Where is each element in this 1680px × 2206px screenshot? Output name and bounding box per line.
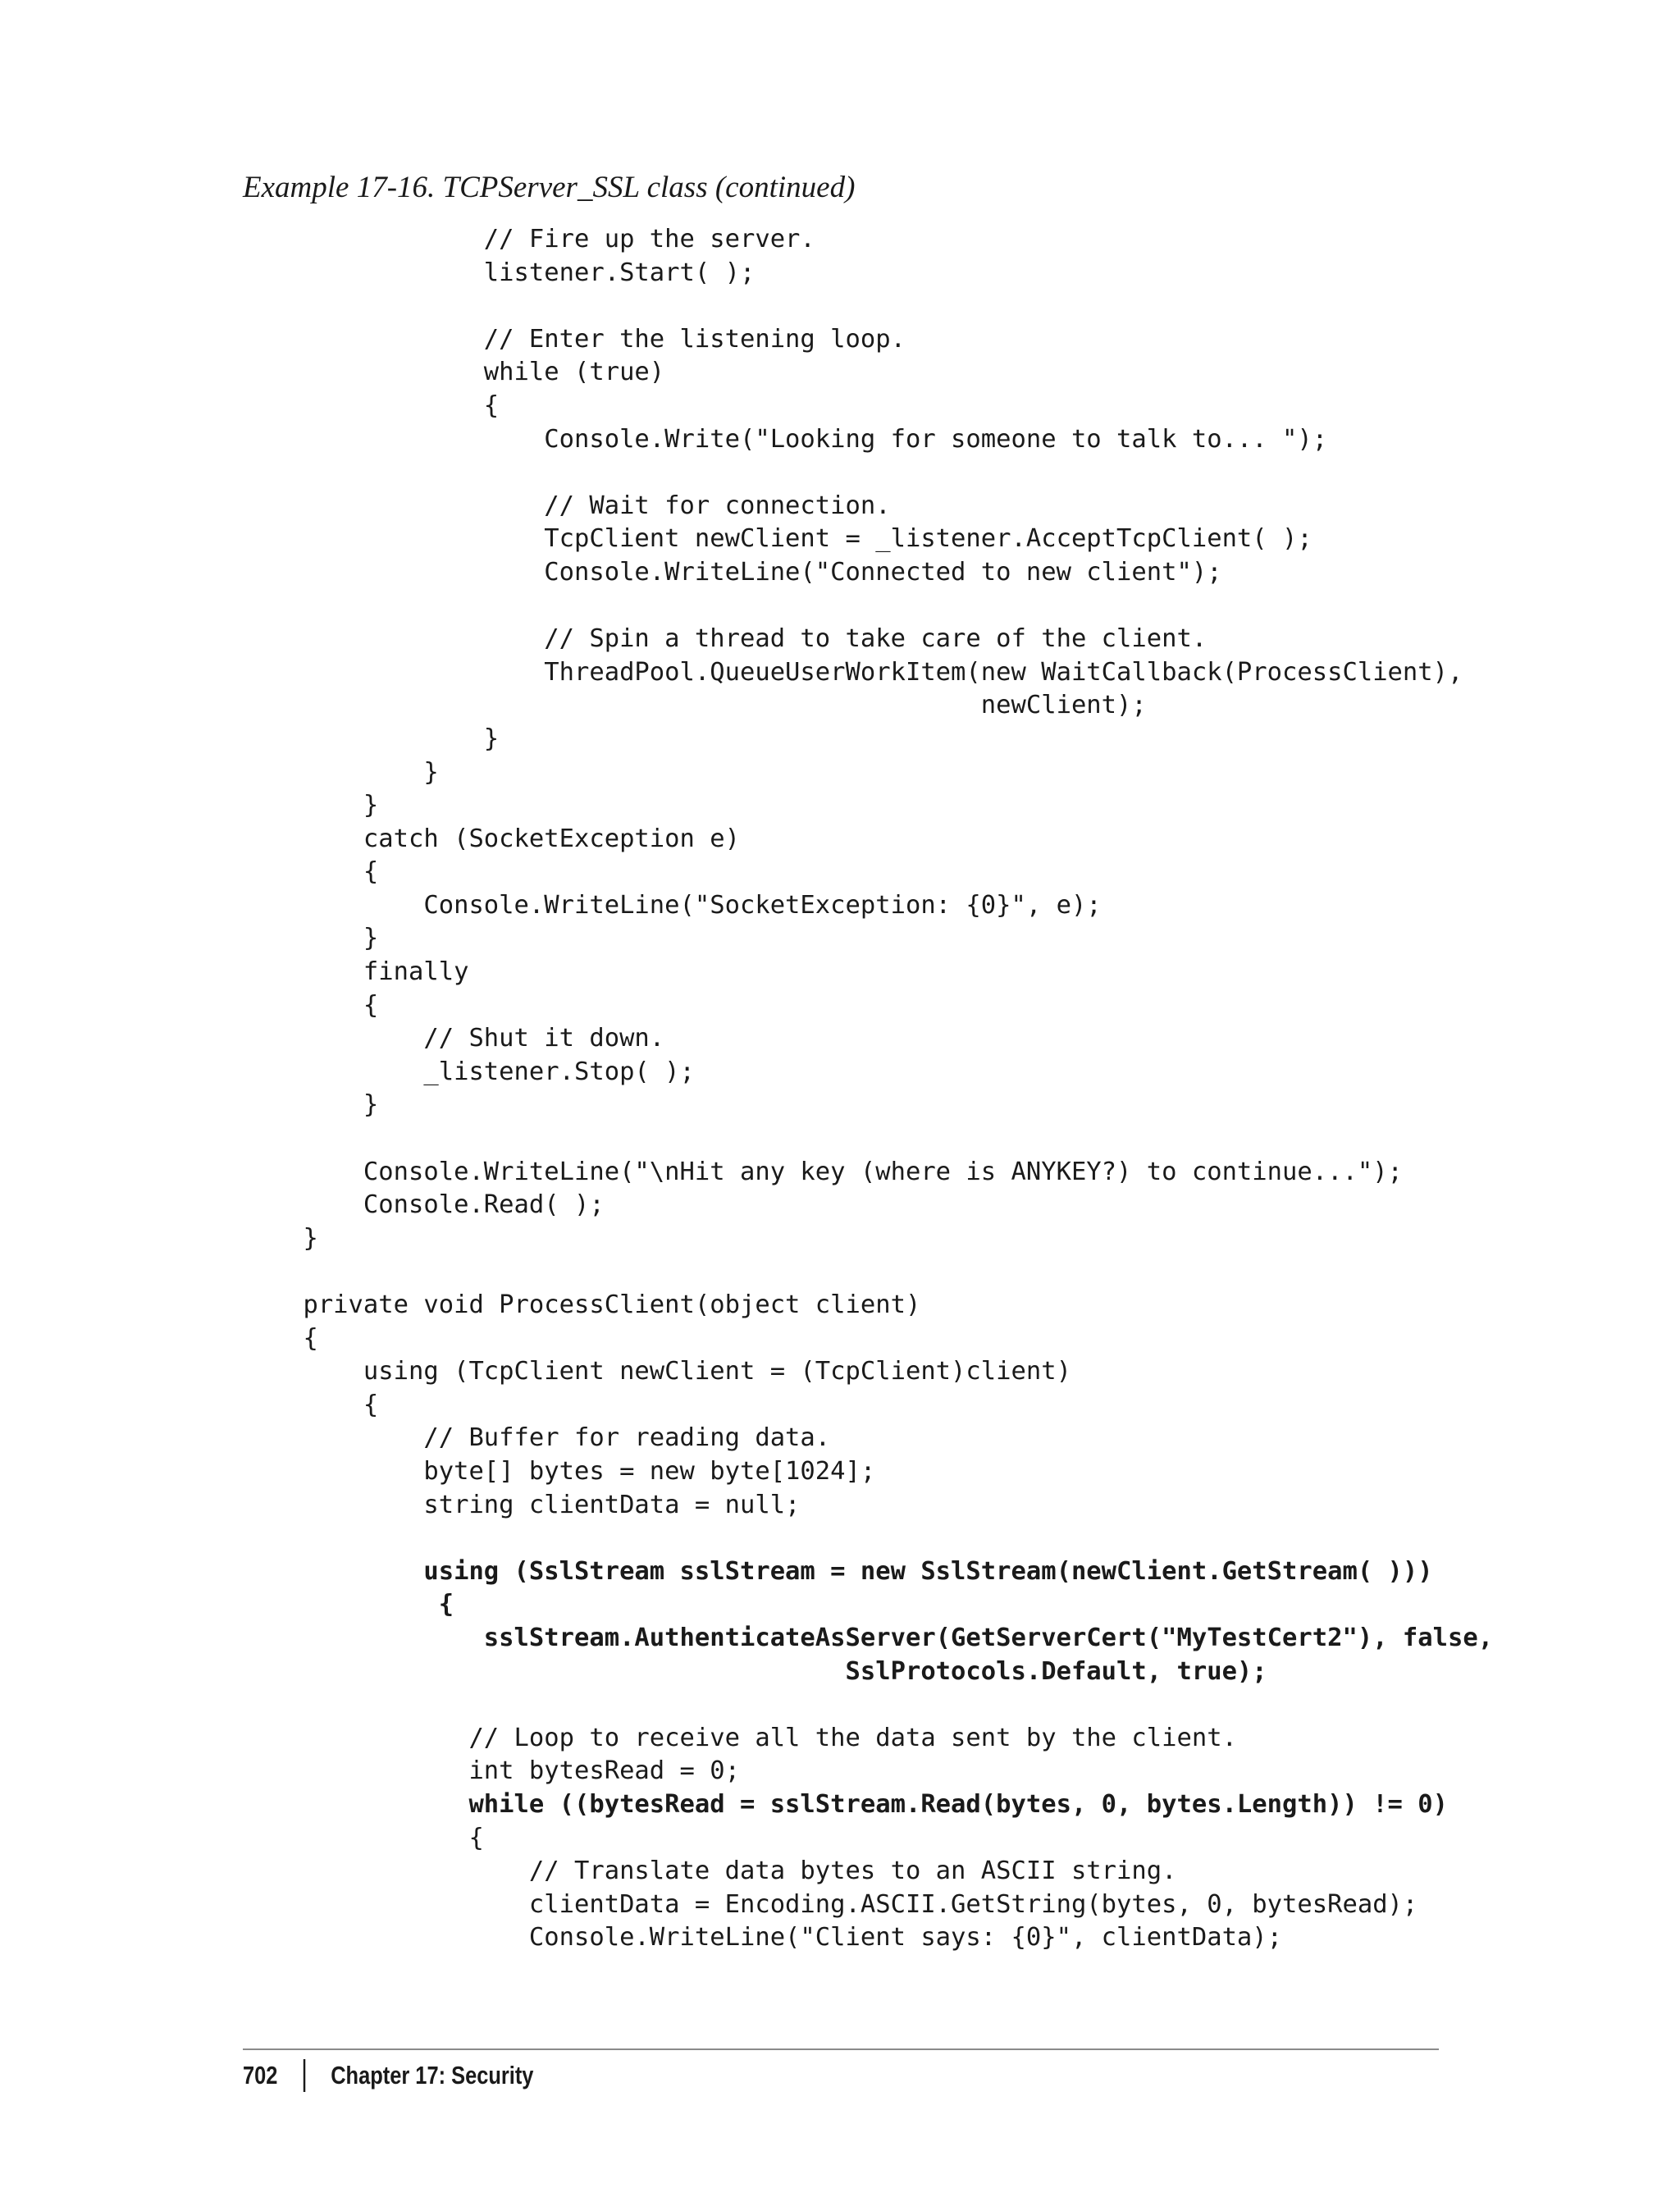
code-line: }	[243, 924, 379, 953]
code-line: }	[243, 724, 500, 753]
code-line	[243, 1122, 1493, 1156]
code-line: // Enter the listening loop.	[243, 324, 906, 354]
code-line: Console.Write("Looking for someone to talk to... ");	[243, 424, 1328, 454]
code-line: catch (SocketException e)	[243, 824, 740, 853]
code-line: newClient);	[243, 691, 1147, 720]
code-line: clientData = Encoding.ASCII.GetString(bytes, 0, bytesRead);	[243, 1889, 1418, 1919]
code-line: while ((bytesRead = sslStream.Read(bytes, 0, bytes.Length)) != 0)	[243, 1789, 1449, 1819]
code-line: {	[243, 1390, 379, 1419]
example-caption: Example 17-16. TCPServer_SSL class (continued)	[243, 171, 856, 204]
code-line: finally	[243, 957, 469, 987]
code-line: }	[243, 791, 379, 820]
code-line: _listener.Stop( );	[243, 1057, 695, 1086]
code-line: Console.WriteLine("SocketException: {0}", e);	[243, 890, 1102, 920]
code-line: sslStream.AuthenticateAsServer(GetServerCert("MyTestCert2"), false,	[243, 1623, 1494, 1652]
code-line: using (SslStream sslStream = new SslStream(newClient.GetStream( )))	[243, 1556, 1433, 1586]
code-line: Console.WriteLine("Connected to new client");	[243, 557, 1222, 587]
code-line: {	[243, 1323, 318, 1353]
code-line: byte[] bytes = new byte[1024];	[243, 1456, 876, 1486]
code-line: int bytesRead = 0;	[243, 1756, 740, 1786]
code-line: Console.Read( );	[243, 1190, 605, 1220]
chapter-title: Chapter 17: Security	[331, 2061, 534, 2090]
code-line: {	[243, 391, 500, 420]
code-line	[243, 290, 1493, 323]
code-line: listener.Start( );	[243, 258, 756, 287]
code-line	[243, 1688, 1493, 1722]
code-line: SslProtocols.Default, true);	[243, 1656, 1267, 1686]
code-line: // Translate data bytes to an ASCII string.	[243, 1857, 1177, 1886]
code-line: }	[243, 1090, 379, 1120]
code-line: {	[243, 1590, 454, 1619]
page-footer	[243, 2051, 533, 2100]
code-line: // Shut it down.	[243, 1024, 665, 1053]
code-line: }	[243, 757, 439, 787]
code-line: using (TcpClient newClient = (TcpClient)client)	[243, 1357, 1071, 1386]
code-line: Console.WriteLine("\nHit any key (where is ANYKEY?) to continue...");	[243, 1157, 1403, 1186]
code-line	[243, 1255, 1493, 1289]
code-line: // Buffer for reading data.	[243, 1423, 831, 1453]
code-line: private void ProcessClient(object client)	[243, 1290, 921, 1319]
code-line: {	[243, 857, 379, 887]
code-listing	[243, 223, 1493, 1955]
code-line: // Loop to receive all the data sent by the client.	[243, 1723, 1237, 1752]
code-line	[243, 590, 1493, 623]
code-line	[243, 456, 1493, 490]
footer-rule	[243, 2048, 1439, 2050]
code-line: // Spin a thread to take care of the client.	[243, 624, 1208, 654]
footer-separator	[304, 2059, 305, 2092]
code-line	[243, 1522, 1493, 1555]
code-line: {	[243, 1823, 484, 1852]
code-line: ThreadPool.QueueUserWorkItem(new WaitCallback(ProcessClient),	[243, 657, 1463, 687]
page-number: 702	[243, 2061, 278, 2090]
code-line: {	[243, 990, 379, 1020]
code-line: while (true)	[243, 358, 665, 387]
code-line: // Fire up the server.	[243, 225, 815, 253]
code-line: }	[243, 1223, 318, 1253]
code-line: TcpClient newClient = _listener.AcceptTcpClient( );	[243, 524, 1312, 554]
code-line: // Wait for connection.	[243, 491, 891, 520]
code-line: Console.WriteLine("Client says: {0}", clientData);	[243, 1923, 1283, 1953]
code-line: string clientData = null;	[243, 1490, 801, 1519]
